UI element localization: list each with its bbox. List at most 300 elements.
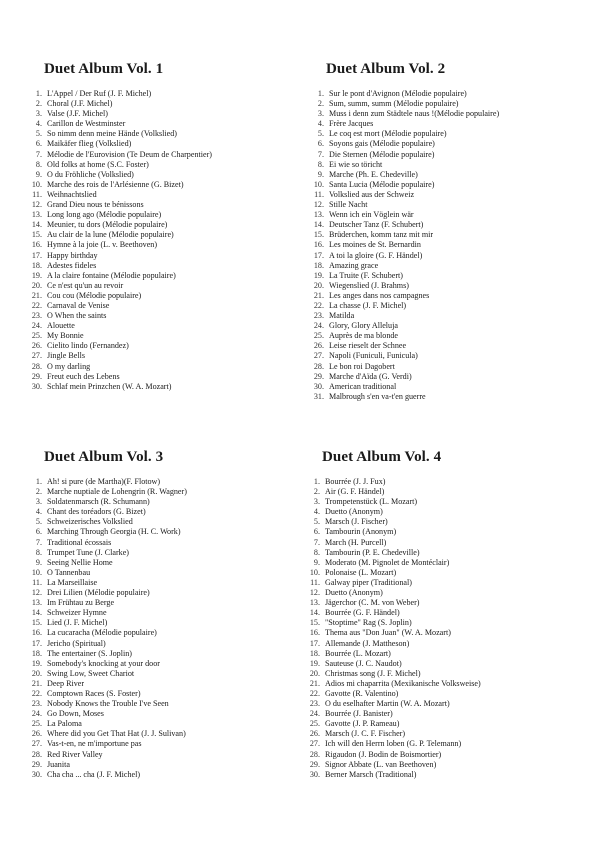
- item-title: Jägerchor (C. M. von Weber): [325, 598, 420, 608]
- item-title: La Truite (F. Schubert): [329, 270, 403, 280]
- item-title: Volkslied aus der Schweiz: [329, 189, 415, 199]
- item-number: 10.: [313, 179, 324, 189]
- item-number: 1.: [313, 477, 320, 486]
- item-number: 6.: [35, 139, 42, 149]
- item-title: Tambourin (P. E. Chedeville): [325, 547, 420, 557]
- item-number: 9.: [313, 557, 320, 567]
- item-number: 29.: [31, 371, 42, 381]
- item-title: Les moines de St. Bernardin: [329, 240, 421, 250]
- album-title: Duet Album Vol. 2: [326, 61, 446, 77]
- list-item: [310, 392, 499, 402]
- item-number: 8.: [313, 547, 320, 557]
- album-vol-1: [31, 61, 212, 392]
- list-item: [28, 321, 212, 331]
- item-number: 7.: [317, 149, 324, 159]
- item-number: 14.: [31, 220, 42, 230]
- list-item: [310, 170, 499, 180]
- item-number: 16.: [313, 240, 324, 250]
- item-title: Jingle Bells: [47, 351, 85, 361]
- list-item: [306, 618, 481, 628]
- item-title: Go Down, Moses: [47, 709, 104, 719]
- item-number: 11.: [310, 577, 320, 587]
- item-number: 27.: [31, 739, 42, 749]
- item-number: 3.: [317, 109, 324, 119]
- item-number: 14.: [309, 608, 320, 618]
- item-number: 3.: [35, 109, 42, 119]
- list-item: [28, 507, 187, 517]
- item-number: 27.: [313, 351, 324, 361]
- item-title: Carnaval de Venise: [47, 300, 110, 310]
- item-title: Au clair de la lune (Mélodie populaire): [47, 230, 174, 240]
- item-number: 27.: [309, 739, 320, 749]
- item-number: 30.: [31, 381, 42, 391]
- list-item: [306, 739, 481, 749]
- item-number: 12.: [31, 588, 42, 598]
- item-title: Choral (J.F. Michel): [47, 99, 113, 109]
- item-title: Matilda: [329, 311, 355, 321]
- item-title: Old folks at home (S.C. Foster): [47, 159, 149, 169]
- list-item: [28, 301, 212, 311]
- item-title: O my darling: [47, 361, 91, 371]
- list-item: [310, 160, 499, 170]
- list-item: [28, 230, 212, 240]
- item-number: 13.: [31, 598, 42, 608]
- list-item: [306, 527, 481, 537]
- item-number: 23.: [31, 699, 42, 709]
- item-number: 22.: [31, 688, 42, 698]
- item-number: 15.: [309, 618, 320, 628]
- item-title: Tambourin (Anonym): [325, 527, 397, 537]
- item-number: 5.: [35, 517, 42, 527]
- list-item: [310, 311, 499, 321]
- list-item: [28, 739, 187, 749]
- item-title: Sur le pont d'Avignon (Mélodie populaire): [329, 89, 467, 98]
- item-number: 4.: [313, 507, 320, 517]
- list-item: [28, 679, 187, 689]
- item-number: 25.: [31, 719, 42, 729]
- item-number: 23.: [309, 699, 320, 709]
- item-title: Bourrée (G. F. Händel): [325, 608, 400, 618]
- list-item: [28, 588, 187, 598]
- list-item: [28, 251, 212, 261]
- item-title: Christmas song (J. F. Michel): [325, 668, 421, 678]
- item-number: 29.: [313, 371, 324, 381]
- item-number: 23.: [31, 311, 42, 321]
- item-number: 18.: [313, 260, 324, 270]
- item-title: Frère Jacques: [329, 119, 374, 129]
- list-item: [28, 709, 187, 719]
- item-number: 21.: [309, 678, 320, 688]
- item-number: 25.: [313, 331, 324, 341]
- item-title: Muss i denn zum Städtele naus !(Mélodie populaire): [329, 109, 500, 119]
- list-item: [306, 608, 481, 618]
- item-number: 2.: [35, 487, 42, 497]
- item-number: 25.: [31, 331, 42, 341]
- list-item: [310, 271, 499, 281]
- item-number: 17.: [313, 250, 324, 260]
- list-item: [306, 628, 481, 638]
- list-item: [28, 477, 187, 487]
- list-item: [28, 261, 212, 271]
- list-item: [310, 321, 499, 331]
- list-item: [28, 628, 187, 638]
- list-item: [310, 291, 499, 301]
- item-title: Soldatenmarsch (R. Schumann): [47, 497, 150, 507]
- item-number: 16.: [31, 240, 42, 250]
- item-title: Signor Abbate (L. van Beethoven): [325, 759, 437, 769]
- item-number: 18.: [309, 648, 320, 658]
- list-item: [28, 659, 187, 669]
- item-number: 1.: [35, 89, 42, 98]
- item-number: 26.: [31, 341, 42, 351]
- item-title: Marche des rois de l'Arlésienne (G. Bizet): [47, 179, 184, 189]
- item-number: 9.: [317, 169, 324, 179]
- item-title: Vas-t-en, ne m'importune pas: [47, 739, 142, 749]
- item-number: 22.: [313, 300, 324, 310]
- list-item: [306, 568, 481, 578]
- item-title: Auprès de ma blonde: [329, 331, 399, 341]
- album-vol-3: [31, 449, 187, 780]
- item-number: 30.: [309, 769, 320, 779]
- item-number: 22.: [309, 688, 320, 698]
- item-title: Marsch (J. C. F. Fischer): [325, 729, 406, 739]
- list-item: [28, 669, 187, 679]
- list-item: [306, 507, 481, 517]
- list-item: [310, 129, 499, 139]
- item-title: The entertainer (S. Joplin): [47, 648, 132, 658]
- item-title: Juanita: [47, 759, 70, 769]
- item-title: Marche d'Aïda (G. Verdi): [329, 371, 412, 381]
- list-item: [310, 220, 499, 230]
- item-title: Napoli (Funiculi, Funicula): [329, 351, 418, 361]
- list-item: [310, 89, 499, 99]
- list-item: [310, 150, 499, 160]
- item-title: Bourrée (L. Mozart): [325, 648, 391, 658]
- list-item: [28, 689, 187, 699]
- item-number: 13.: [313, 210, 324, 220]
- item-number: 9.: [35, 557, 42, 567]
- item-title: Swing Low, Sweet Chariot: [47, 668, 135, 678]
- item-title: Freut euch des Lebens: [47, 371, 120, 381]
- list-item: [28, 750, 187, 760]
- list-item: [28, 729, 187, 739]
- list-item: [28, 89, 212, 99]
- list-item: [310, 210, 499, 220]
- item-number: 29.: [309, 759, 320, 769]
- track-list: [310, 89, 499, 402]
- list-item: [28, 341, 212, 351]
- item-title: Seeing Nellie Home: [47, 557, 113, 567]
- item-number: 28.: [313, 361, 324, 371]
- list-item: [28, 568, 187, 578]
- list-item: [28, 497, 187, 507]
- item-title: Comptown Races (S. Foster): [47, 688, 141, 698]
- item-number: 14.: [313, 220, 324, 230]
- item-title: La cucaracha (Mélodie populaire): [47, 628, 157, 638]
- item-title: Im Frühtau zu Berge: [47, 598, 115, 608]
- list-item: [306, 639, 481, 649]
- list-item: [310, 362, 499, 372]
- item-title: Le coq est mort (Mélodie populaire): [329, 129, 447, 139]
- list-item: [28, 180, 212, 190]
- list-item: [28, 608, 187, 618]
- item-title: Ei wie so töricht: [329, 159, 383, 169]
- album-vol-2: [313, 61, 500, 402]
- list-item: [306, 770, 481, 780]
- item-title: Les anges dans nos campagnes: [329, 290, 430, 300]
- item-title: Marche nuptiale de Lohengrin (R. Wagner): [47, 487, 187, 497]
- item-title: Marche (Ph. E. Chedeville): [329, 169, 418, 179]
- item-number: 12.: [313, 200, 324, 210]
- item-number: 11.: [32, 577, 42, 587]
- item-title: Cielito lindo (Fernandez): [47, 341, 129, 351]
- list-item: [310, 261, 499, 271]
- list-item: [28, 190, 212, 200]
- item-number: 21.: [31, 678, 42, 688]
- list-item: [310, 119, 499, 129]
- album-title: Duet Album Vol. 1: [44, 61, 164, 77]
- item-title: Bourrée (J. J. Fux): [325, 477, 386, 486]
- item-number: 5.: [317, 129, 324, 139]
- list-item: [306, 497, 481, 507]
- item-number: 5.: [35, 129, 42, 139]
- item-title: Amazing grace: [329, 260, 379, 270]
- item-number: 26.: [313, 341, 324, 351]
- list-item: [306, 679, 481, 689]
- list-item: [28, 311, 212, 321]
- item-title: Gavotte (R. Valentino): [325, 688, 399, 698]
- item-number: 13.: [31, 210, 42, 220]
- item-title: Alouette: [47, 321, 75, 331]
- item-number: 8.: [35, 547, 42, 557]
- item-number: 30.: [31, 769, 42, 779]
- item-title: Grand Dieu nous te bénissons: [47, 200, 144, 210]
- list-item: [28, 527, 187, 537]
- item-number: 21.: [31, 290, 42, 300]
- item-title: O du Fröhliche (Volkslied): [47, 169, 134, 179]
- item-number: 24.: [31, 321, 42, 331]
- list-item: [306, 538, 481, 548]
- list-item: [306, 588, 481, 598]
- item-number: 2.: [317, 99, 324, 109]
- item-title: Traditional écossais: [47, 537, 112, 547]
- item-number: 2.: [313, 487, 320, 497]
- item-title: Mélodie de l'Eurovision (Te Deum de Charpentier): [47, 149, 212, 159]
- item-title: Santa Lucia (Mélodie populaire): [329, 179, 435, 189]
- list-item: [28, 558, 187, 568]
- item-title: Trompetenstück (L. Mozart): [325, 497, 418, 507]
- item-title: Lied (J. F. Michel): [47, 618, 108, 628]
- item-title: Marsch (J. Fischer): [325, 517, 388, 527]
- item-title: Hymne à la joie (L. v. Beethoven): [47, 240, 158, 250]
- item-title: Long long ago (Mélodie populaire): [47, 210, 162, 220]
- item-title: Adestes fideles: [47, 260, 97, 270]
- list-item: [28, 160, 212, 170]
- item-title: Jericho (Spiritual): [47, 638, 106, 648]
- list-item: [28, 719, 187, 729]
- list-item: [28, 538, 187, 548]
- list-item: [310, 230, 499, 240]
- item-title: Nobody Knows the Trouble I've Seen: [47, 699, 169, 709]
- item-number: 1.: [35, 477, 42, 486]
- item-title: Chant des toréadors (G. Bizet): [47, 507, 146, 517]
- item-number: 6.: [317, 139, 324, 149]
- item-title: Deutscher Tanz (F. Schubert): [329, 220, 424, 230]
- item-title: Deep River: [47, 678, 85, 688]
- item-number: 23.: [313, 311, 324, 321]
- item-number: 20.: [309, 668, 320, 678]
- item-title: March (H. Purcell): [325, 537, 387, 547]
- list-item: [310, 200, 499, 210]
- item-title: Duetto (Anonym): [325, 588, 383, 598]
- list-item: [28, 150, 212, 160]
- item-title: My Bonnie: [47, 331, 84, 341]
- item-number: 21.: [313, 290, 324, 300]
- list-item: [28, 271, 212, 281]
- list-item: [310, 331, 499, 341]
- item-title: Maikäfer flieg (Volkslied): [47, 139, 132, 149]
- item-title: Air (G. F. Händel): [325, 487, 385, 497]
- list-item: [28, 760, 187, 770]
- item-title: Sum, summ, summ (Mélodie populaire): [329, 99, 459, 109]
- list-item: [28, 291, 212, 301]
- item-number: 19.: [309, 658, 320, 668]
- list-item: [28, 240, 212, 250]
- item-number: 2.: [35, 99, 42, 109]
- item-title: Thema aus "Don Juan" (W. A. Mozart): [325, 628, 451, 638]
- list-item: [28, 362, 212, 372]
- list-item: [306, 659, 481, 669]
- item-title: Gavotte (J. P. Rameau): [325, 719, 400, 729]
- item-title: Galway piper (Traditional): [325, 577, 412, 587]
- item-number: 6.: [313, 527, 320, 537]
- list-item: [306, 558, 481, 568]
- item-title: Somebody's knocking at your door: [47, 658, 160, 668]
- item-number: 29.: [31, 759, 42, 769]
- item-number: 10.: [309, 567, 320, 577]
- list-item: [28, 517, 187, 527]
- list-item: [310, 190, 499, 200]
- item-title: Weihnachtslied: [47, 189, 97, 199]
- track-list: [306, 477, 481, 780]
- list-item: [28, 699, 187, 709]
- list-item: [310, 251, 499, 261]
- item-number: 17.: [31, 638, 42, 648]
- item-title: Bourrée (J. Banister): [325, 709, 393, 719]
- item-number: 26.: [309, 729, 320, 739]
- item-number: 17.: [31, 250, 42, 260]
- item-title: Malbrough s'en va-t'en guerre: [329, 391, 426, 401]
- list-item: [310, 372, 499, 382]
- item-number: 4.: [35, 507, 42, 517]
- item-number: 4.: [35, 119, 42, 129]
- item-number: 16.: [309, 628, 320, 638]
- item-number: 1.: [317, 89, 324, 98]
- list-item: [306, 729, 481, 739]
- item-title: Trumpet Tune (J. Clarke): [47, 547, 129, 557]
- list-item: [28, 770, 187, 780]
- item-number: 14.: [31, 608, 42, 618]
- list-item: [310, 281, 499, 291]
- item-title: O Tannenbau: [47, 567, 91, 577]
- item-number: 28.: [31, 749, 42, 759]
- list-item: [310, 351, 499, 361]
- item-title: Schlaf mein Prinzchen (W. A. Mozart): [47, 381, 172, 391]
- item-title: Wenn ich ein Vöglein wär: [329, 210, 414, 220]
- item-number: 15.: [313, 230, 324, 240]
- item-number: 11.: [314, 189, 324, 199]
- item-number: 25.: [309, 719, 320, 729]
- item-title: Marching Through Georgia (H. C. Work): [47, 527, 181, 537]
- item-number: 26.: [31, 729, 42, 739]
- list-item: [306, 487, 481, 497]
- list-item: [28, 119, 212, 129]
- list-item: [28, 99, 212, 109]
- item-title: Red River Valley: [47, 749, 103, 759]
- item-title: Happy birthday: [47, 250, 98, 260]
- item-number: 24.: [31, 709, 42, 719]
- item-number: 11.: [32, 189, 42, 199]
- item-number: 31.: [313, 391, 324, 401]
- list-item: [28, 220, 212, 230]
- item-number: 8.: [35, 159, 42, 169]
- list-item: [306, 669, 481, 679]
- list-item: [28, 109, 212, 119]
- list-item: [306, 517, 481, 527]
- item-title: L'Appel / Der Ruf (J. F. Michel): [47, 89, 152, 98]
- item-title: Brüderchen, komm tanz mit mir: [329, 230, 434, 240]
- item-number: 7.: [35, 537, 42, 547]
- item-number: 19.: [31, 270, 42, 280]
- item-number: 3.: [313, 497, 320, 507]
- list-item: [310, 341, 499, 351]
- item-title: Le bon roi Dagobert: [329, 361, 395, 371]
- item-number: 6.: [35, 527, 42, 537]
- list-item: [28, 281, 212, 291]
- item-number: 10.: [31, 179, 42, 189]
- item-number: 4.: [317, 119, 324, 129]
- list-item: [306, 548, 481, 558]
- list-item: [306, 598, 481, 608]
- item-title: Berner Marsch (Traditional): [325, 769, 417, 779]
- item-number: 19.: [313, 270, 324, 280]
- item-number: 13.: [309, 598, 320, 608]
- list-item: [28, 351, 212, 361]
- list-item: [28, 139, 212, 149]
- list-item: [28, 382, 212, 392]
- item-title: Allemande (J. Mattheson): [325, 638, 410, 648]
- item-number: 12.: [309, 588, 320, 598]
- item-title: Cou cou (Mélodie populaire): [47, 290, 142, 300]
- list-item: [28, 210, 212, 220]
- item-number: 20.: [313, 280, 324, 290]
- item-title: Where did you Get That Hat (J. J. Sulivan): [47, 729, 186, 739]
- item-number: 15.: [31, 618, 42, 628]
- item-title: O When the saints: [47, 311, 107, 321]
- item-number: 7.: [313, 537, 320, 547]
- item-number: 12.: [31, 200, 42, 210]
- item-title: Carillon de Westminster: [47, 119, 126, 129]
- item-number: 27.: [31, 351, 42, 361]
- list-item: [310, 180, 499, 190]
- item-number: 18.: [31, 648, 42, 658]
- item-title: Leise rieselt der Schnee: [329, 341, 407, 351]
- item-title: Schweizer Hymne: [47, 608, 107, 618]
- item-title: La Marseillaise: [47, 577, 98, 587]
- item-title: Adios mi chaparrita (Mexikanische Volksweise): [325, 678, 481, 688]
- item-title: Wiegenslied (J. Brahms): [329, 280, 409, 290]
- item-number: 3.: [35, 497, 42, 507]
